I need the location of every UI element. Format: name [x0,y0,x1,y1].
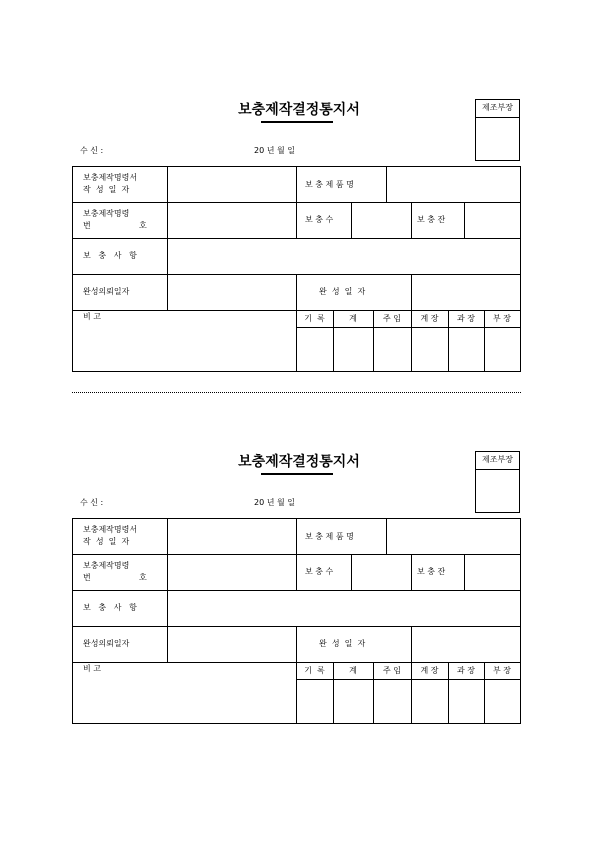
sign-header-section-head: 계 장 [420,314,439,323]
sign-header-director: 부 장 [493,666,511,675]
request-date-label: 완성의뢰일자 [83,287,130,296]
title-underline [261,121,333,123]
creation-date-label-line1: 보충제작명령서 [83,525,138,534]
unit-label: 보 충 잔 [417,567,446,576]
order-no-label-line2: 번 호 [83,221,147,230]
items-label: 보 충 사 항 [83,603,137,612]
unit-label: 보 충 잔 [417,215,446,224]
form-table [72,518,521,724]
approval-box [475,99,520,161]
recipient-label: 수 신 : [80,498,104,507]
sign-header-manager: 과 장 [457,314,475,323]
quantity-label: 보 충 수 [305,567,334,576]
approval-label: 제조부장 [476,452,519,470]
form-title: 보충제작결정통지서 [238,454,360,470]
completion-date-label: 완 성 일 자 [319,639,366,648]
creation-date-label-line1: 보충제작명령서 [83,173,138,182]
date-line: 20 년 월 일 [254,498,295,507]
sign-header-clerk: 계 [349,666,357,675]
product-name-label: 보 충 제 품 명 [305,532,354,541]
creation-date-label-line2: 작 성 일 자 [83,185,130,194]
sign-header-director: 부 장 [493,314,511,323]
title-underline [261,473,333,475]
date-line: 20 년 월 일 [254,146,295,155]
notice-form-1 [0,0,595,350]
sign-header-clerk: 계 [349,314,357,323]
sign-header-section-head: 계 장 [420,666,439,675]
approval-box [475,451,520,513]
order-no-label-line1: 보충제작명령 [83,209,130,218]
sign-header-chief: 주 임 [383,666,401,675]
sign-header-record: 기 록 [304,666,325,675]
notice-form-2 [0,352,595,702]
order-no-label-line2: 번 호 [83,573,147,582]
remarks-label: 비 고 [83,312,101,321]
form-title: 보충제작결정통지서 [238,102,360,118]
remarks-label: 비 고 [83,664,101,673]
creation-date-label-line2: 작 성 일 자 [83,537,130,546]
recipient-label: 수 신 : [80,146,104,155]
order-no-label-line1: 보충제작명령 [83,561,130,570]
items-label: 보 충 사 항 [83,251,137,260]
sign-header-record: 기 록 [304,314,325,323]
sign-header-chief: 주 임 [383,314,401,323]
sign-header-manager: 과 장 [457,666,475,675]
quantity-label: 보 충 수 [305,215,334,224]
approval-label: 제조부장 [476,100,519,118]
form-table [72,166,521,372]
request-date-label: 완성의뢰일자 [83,639,130,648]
completion-date-label: 완 성 일 자 [319,287,366,296]
product-name-label: 보 충 제 품 명 [305,180,354,189]
